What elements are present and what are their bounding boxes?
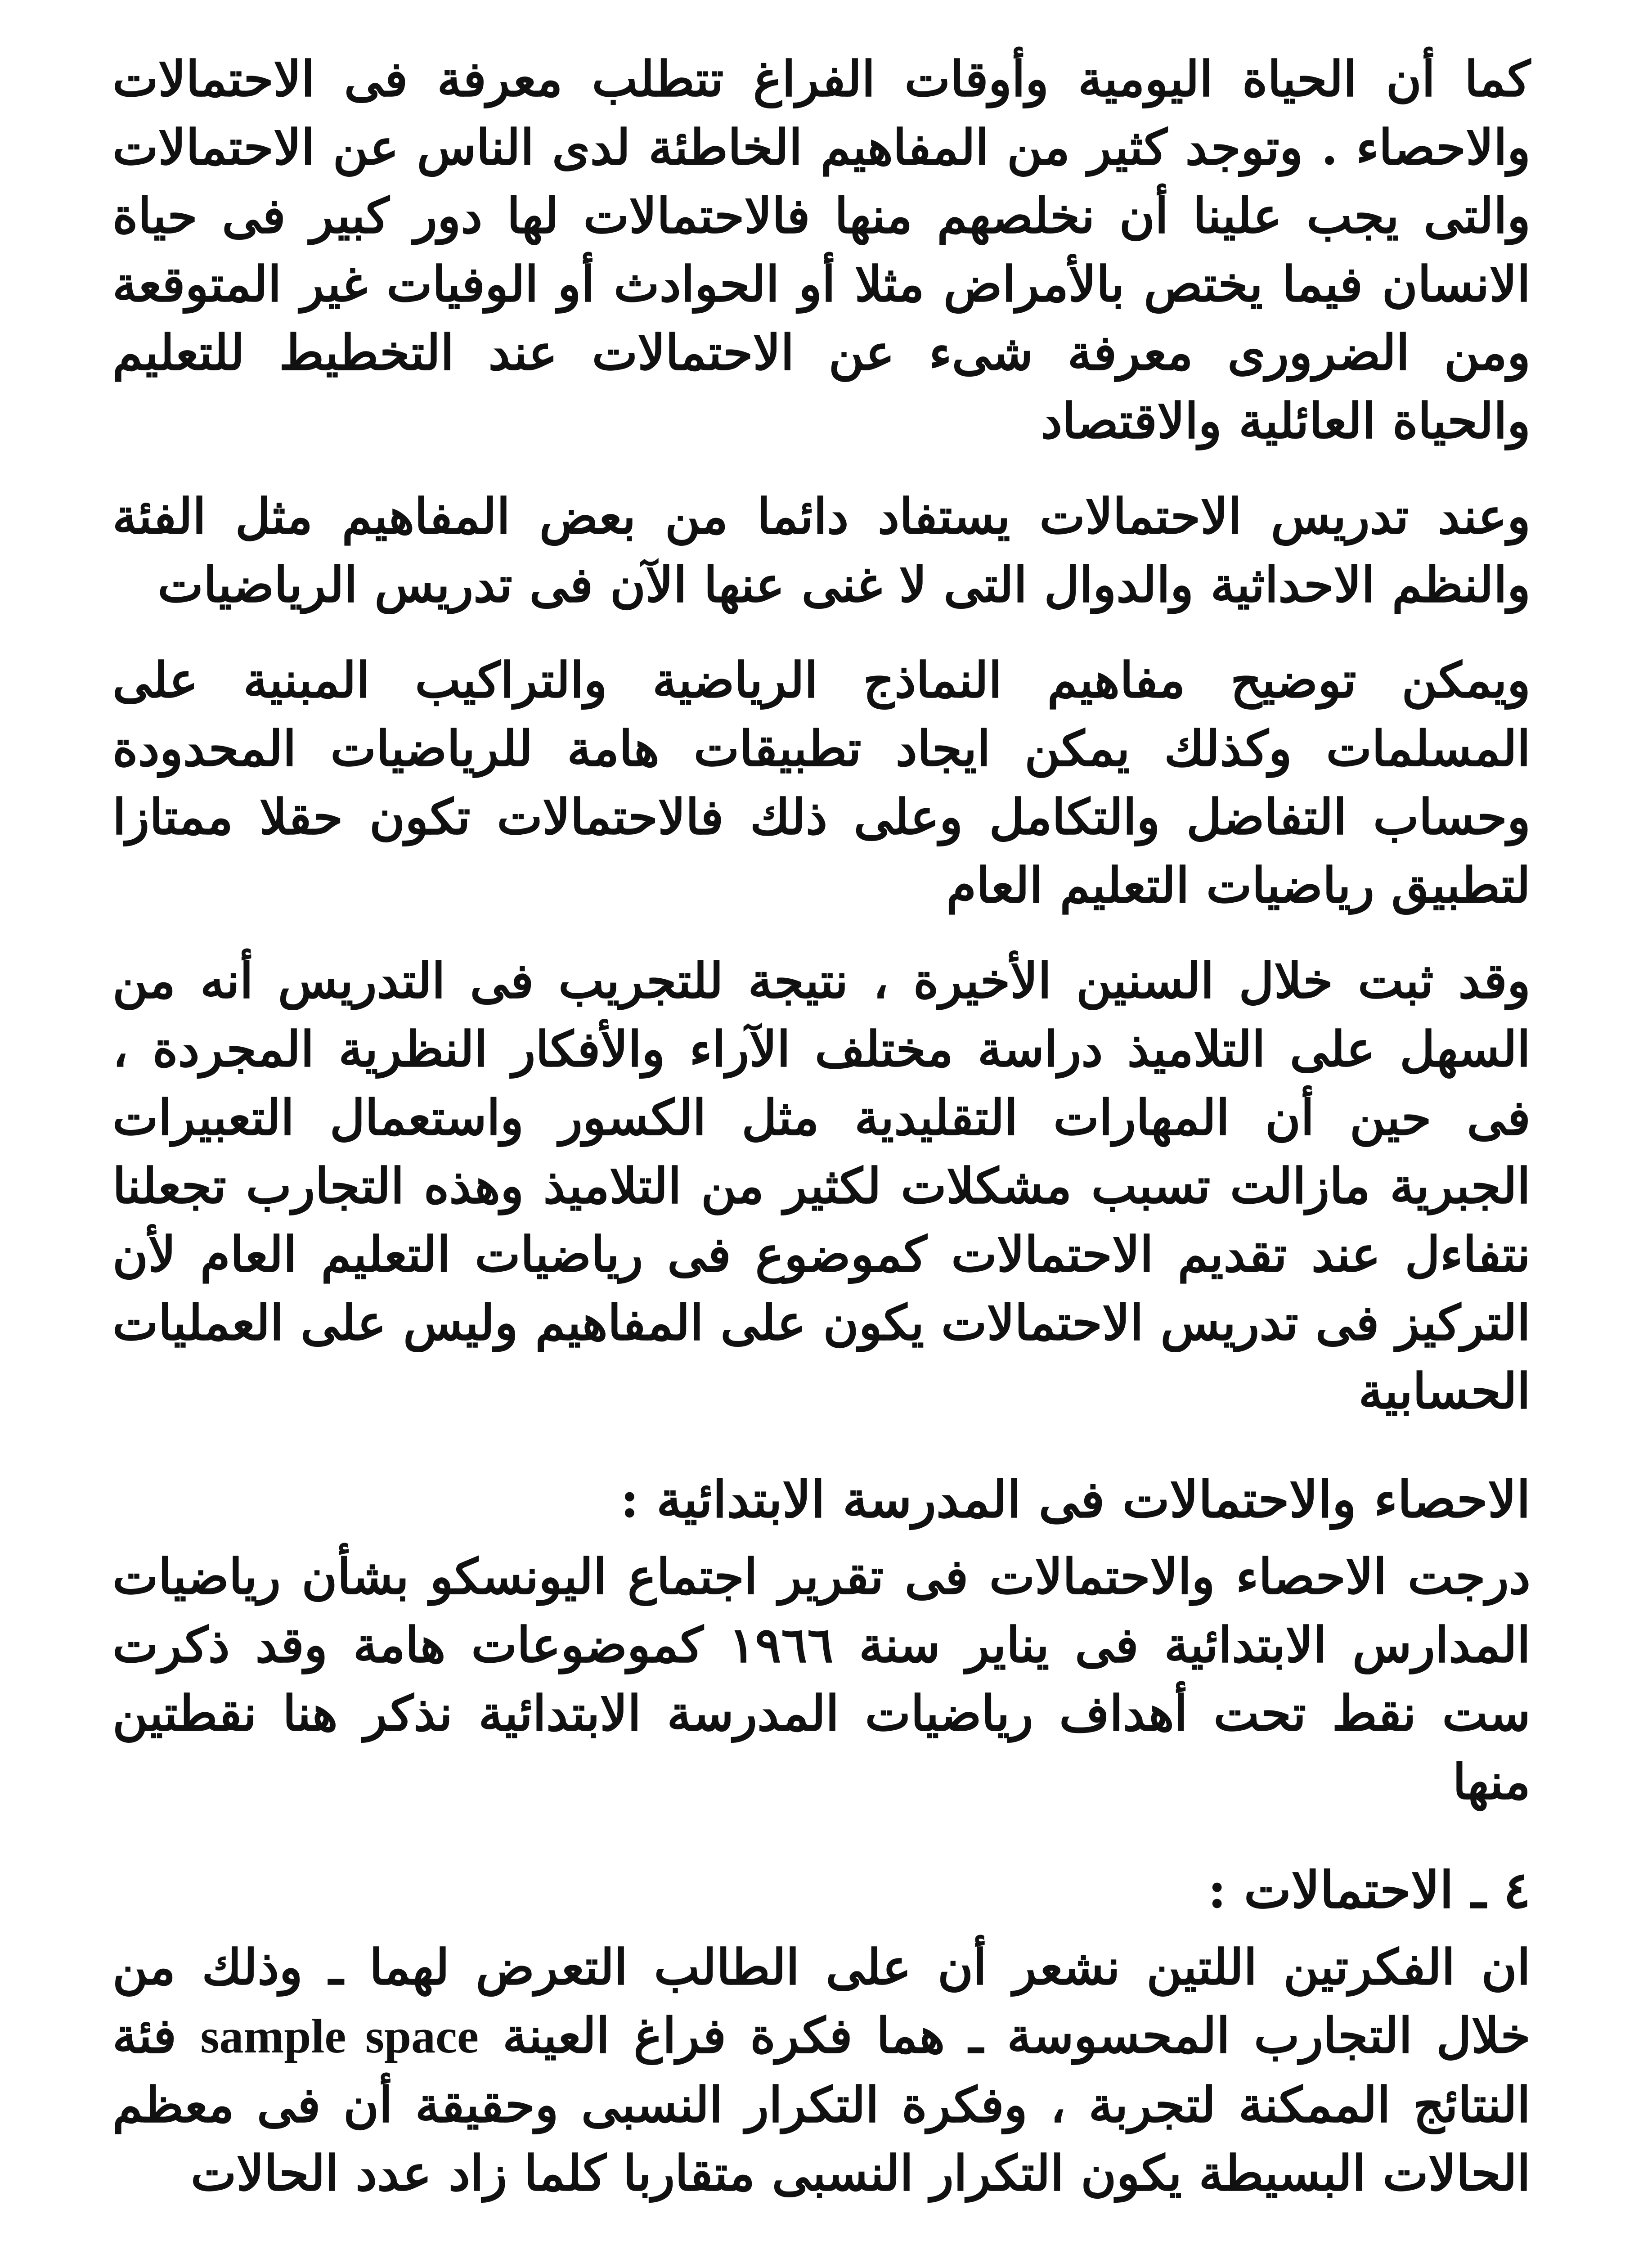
heading-probabilities: ٤ ـ الاحتمالات : bbox=[1208, 1861, 1531, 1920]
paragraph-sample-space bbox=[112, 1933, 1531, 2208]
paragraph-daily-life: كما أن الحياة اليومية وأوقات الفراغ تتطلب معرفة فى الاحتمالات والاحصاء . وتوجد كثير من المفاهيم الخاطئة لدى الناس عن الاحتمالات والتى يجب علينا أن نخلصهم منها فالاحتمالات لها دور كبير فى حياة الانسان فيما يختص بالأمراض مثلا أو الحوادث أو الوفيات غير المتوقعة ومن الضرورى معرفة شىء عن الاحتمالات عند التخطيط للتعليم والحياة العائلية والاقتصاد bbox=[112, 51, 1531, 450]
heading-primary-school: الاحصاء والاحتمالات فى المدرسة الابتدائية : bbox=[620, 1470, 1531, 1529]
paragraph-unesco-report: درجت الاحصاء والاحتمالات فى تقرير اجتماع اليونسكو بشأن رياضيات المدارس الابتدائية فى يناير سنة ١٩٦٦ كموضوعات هامة وقد ذكرت ست نقط تحت أهداف رياضيات المدرسة الابتدائية نذكر هنا نقطتين منها bbox=[112, 1548, 1531, 1810]
sample-space-term: sample space bbox=[200, 2010, 479, 2063]
sample-space-text-after: فئة النتائج الممكنة لتجربة ، وفكرة التكرار النسبى وحقيقة أن فى معظم الحالات البسيطة يكون التكرار النسبى متقاربا كلما زاد عدد الحالات bbox=[112, 2007, 1531, 2202]
paragraph-teaching-concepts: وعند تدريس الاحتمالات يستفاد دائما من بعض المفاهيم مثل الفئة والنظم الاحداثية والدوال التى لا غنى عنها الآن فى تدريس الرياضيات bbox=[112, 488, 1531, 613]
sample-space-text-before: ان الفكرتين اللتين نشعر أن على الطالب التعرض لهما ـ وذلك من خلال التجارب المحسوسة ـ هما فكرة فراغ العينة bbox=[112, 1939, 1531, 2064]
heading-graphical-description bbox=[112, 2248, 1531, 2250]
paragraph-experiments: وقد ثبت خلال السنين الأخيرة ، نتيجة للتجريب فى التدريس أنه من السهل على التلاميذ دراسة مختلف الآراء والأفكار النظرية المجردة ، فى حين أن المهارات التقليدية مثل الكسور واستعمال التعبيرات الجبرية مازالت تسبب مشكلات لكثير من التلاميذ وهذه التجارب تجعلنا نتفاءل عند تقديم الاحتمالات كموضوع فى رياضيات التعليم العام لأن التركيز فى تدريس الاحتمالات يكون على المفاهيم وليس على العمليات الحسابية bbox=[112, 953, 1531, 1420]
paragraph-mathematical-models: ويمكن توضيح مفاهيم النماذج الرياضية والتراكيب المبنية على المسلمات وكذلك يمكن ايجاد تطبيقات هامة للرياضيات المحدودة وحساب التفاضل والتكامل وعلى ذلك فالاحتمالات تكون حقلا ممتازا لتطبيق رياضيات التعليم العام bbox=[112, 652, 1531, 914]
